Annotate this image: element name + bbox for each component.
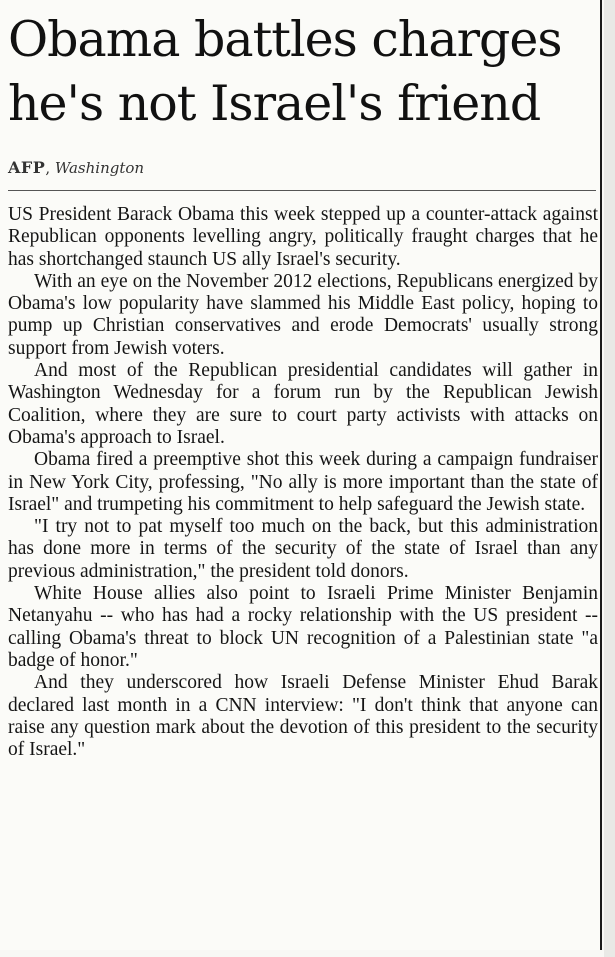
article-paragraph: "I try not to pat myself too much on the back, but this administration has done more in terms of the security of the state of Israel than any previous administration," the president told donors. bbox=[8, 516, 598, 582]
byline-agency: AFP bbox=[8, 158, 46, 177]
page-edge bbox=[604, 0, 615, 957]
byline-separator: , bbox=[45, 159, 51, 177]
headline: Obama battles charges he's not Israel's friend bbox=[8, 11, 562, 132]
article-paragraph: Obama fired a preemptive shot this week during a campaign fundraiser in New York City, professing, "No ally is more important than the state of Israel" and trumpeting his commitment to help safeguard the Jewish state. bbox=[8, 449, 598, 515]
article-paragraph: With an eye on the November 2012 elections, Republicans energized by Obama's low popularity have slammed his Middle East policy, hoping to pump up Christian conservatives and erode Democrats' usually strong support from Jewish voters. bbox=[8, 270, 598, 359]
article-paragraph: And most of the Republican presidential candidates will gather in Washington Wednesday for a forum run by the Republican Jewish Coalition, where they are sure to court party activists with attacks on Obama's approach to Israel. bbox=[8, 360, 598, 448]
byline-divider bbox=[8, 190, 596, 191]
byline bbox=[8, 158, 144, 177]
article-body bbox=[8, 204, 598, 761]
article-paragraph: White House allies also point to Israeli Prime Minister Benjamin Netanyahu -- who has had a rocky relationship with the US president -- calling Obama's threat to block UN recognition of a Palestinian state "a badge of honor." bbox=[8, 583, 598, 671]
article-paragraph: And they underscored how Israeli Defense Minister Ehud Barak declared last month in a CNN interview: "I don't think that anyone can raise any question mark about the devotion of this president to the security of Israel." bbox=[8, 672, 598, 761]
article-paragraph: US President Barack Obama this week stepped up a counter-attack against Republican opponents levelling angry, politically fraught charges that he has shortchanged staunch US ally Israel's security. bbox=[8, 204, 598, 270]
byline-location: Washington bbox=[54, 159, 145, 177]
